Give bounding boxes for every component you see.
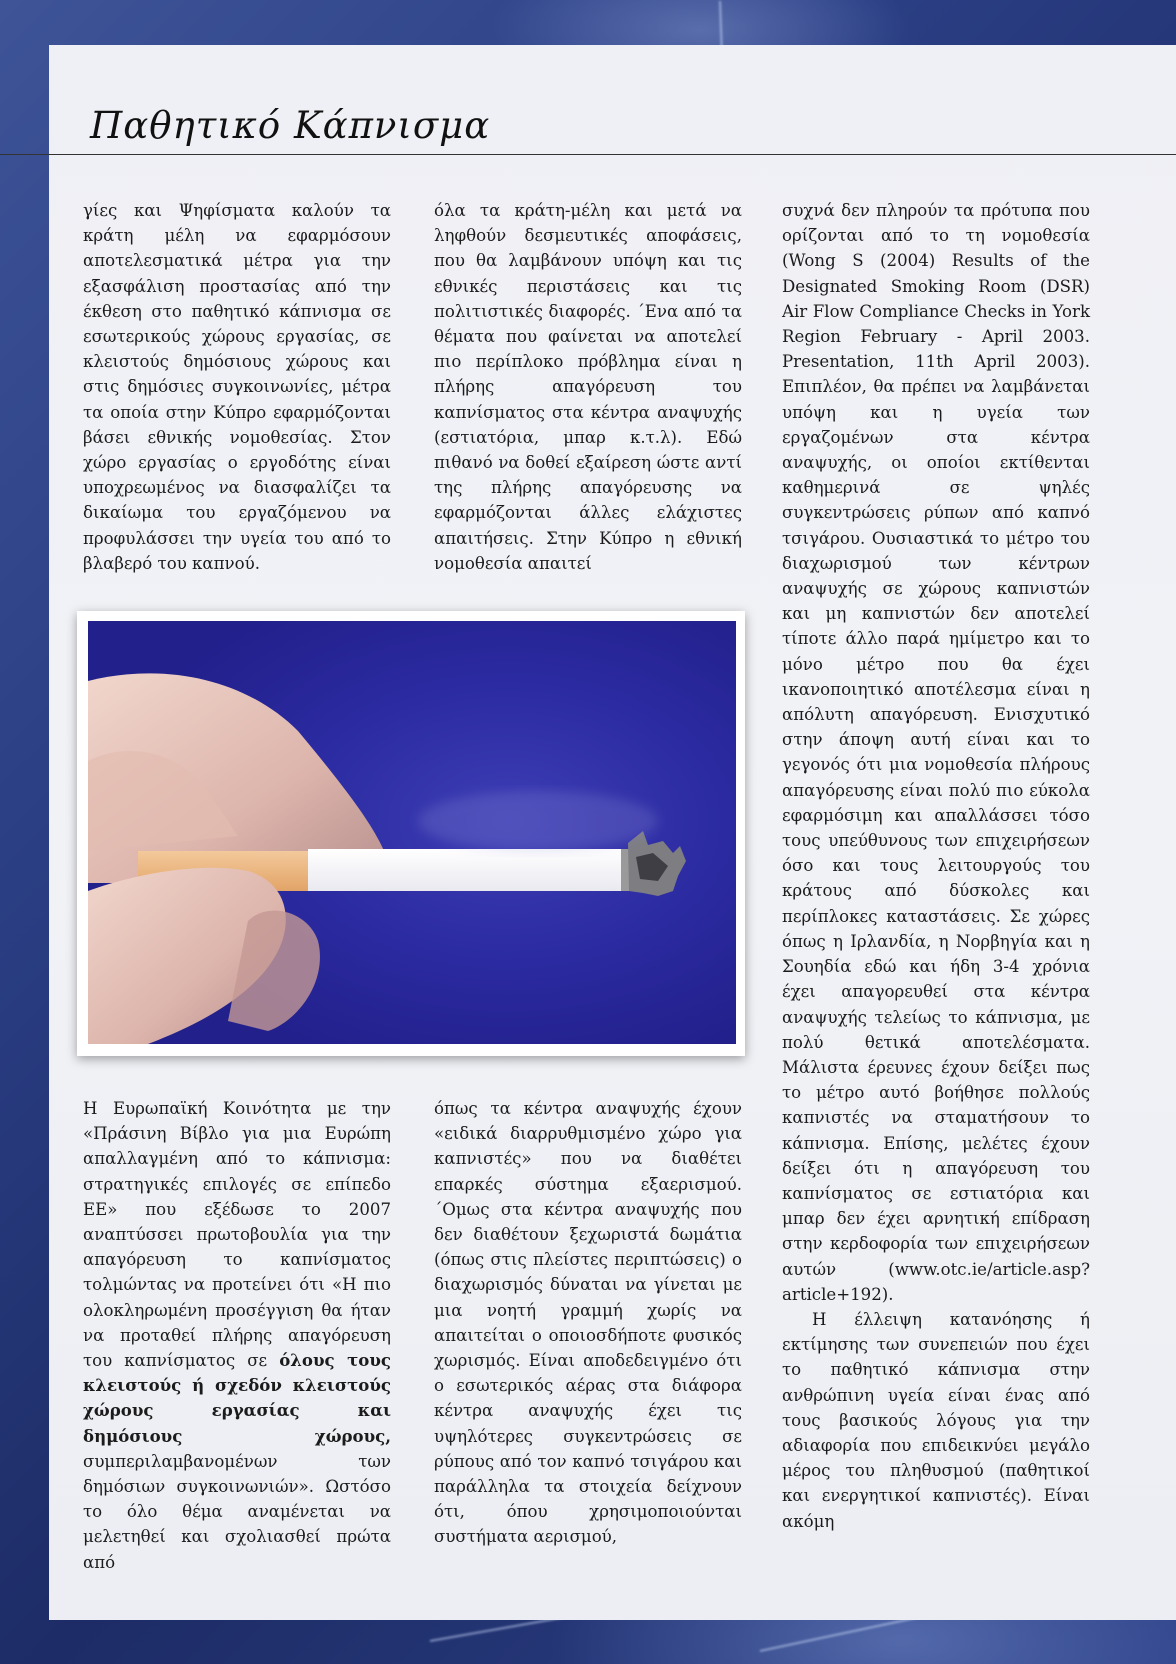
paragraph: όλα τα κράτη-μέλη και μετά να ληφθούν δεσμευτικές αποφάσεις, που θα λαμβάνουν υπόψη και τις εθνικές περιστάσεις και τις πολιτιστικές διαφορές. ΄Ενα από τα θέματα που φαίνεται να αποτελεί πιο περίπλοκο πρόβλημα είναι η πλήρης απαγόρευση του καπνίσματος στα κέντρα αναψυχής (εστιατόρια, μπαρ κ.τ.λ). Εδώ πιθανό να δοθεί εξαίρεση ώστε αντί της πλήρης απαγόρευσης να εφαρμόζονται άλλες ελάχιστες απαιτήσεις. Στην Κύπρο η εθνική νομοθεσία απαιτεί [434,201,742,573]
paragraph: όπως τα κέντρα αναψυχής έχουν «ειδικά διαρρυθμισμένο χώρο για καπνιστές» που να διαθέτει επαρκές σύστημα εξαερισμού. ΄Ομως στα κέντρα αναψυχής που δεν διαθέτουν ξεχωριστά δωμάτια (όπως στις πλείστες περιπτώσεις) ο διαχωρισμός δύναται να γίνεται με μια νοητή γραμμή χωρίς να απαιτείται ο οποιοσδήποτε φυσικός χωρισμός. Είναι αποδεδειγμένο ότι ο εσωτερικός αέρας στα διάφορα κέντρα αναψυχής έχει τις υψηλότερες συγκεντρώσεις σε ρύπους από τον καπνό τσιγάρου και παράλληλα τα στοιχεία δείχνουν ότι, όπου χρησιμοποιούνται συστήματα αερισμού, [434,1099,742,1547]
paragraph: συχνά δεν πληρούν τα πρότυπα που ορίζονται από το τη νομοθεσία (Wong S (2004) Results of the Designated Smoking Room (DSR) Air Flow Compliance Checks in York Region February - April 2003. Presentation, 11th April 2003). Επιπλέον, θα πρέπει να λαμβάνεται υπόψη και η υγεία των εργαζομένων στα κέντρα αναψυχής, οι οποίοι εκτίθενται καθημερινά σε ψηλές συγκεντρώσεις ρύπων από καπνό τσιγάρου. Ουσιαστικά το μέτρο του διαχωρισμού των κέντρων αναψυχής σε χώρους καπνιστών και μη καπνιστών δεν αποτελεί τίποτε άλλο παρά ημίμετρο και το μόνο μέτρο που θα έχει ικανοποιητικό αποτέλεσμα είναι η απόλυτη απαγόρευση. Ενισχυτικό στην άποψη αυτή είναι και το γεγονός ότι μια νομοθεσία πλήρους απαγόρευσης είναι πολύ πιο εύκολα εφαρμόσιμη και απαλλάσσει τόσο τους υπεύθυνους των επιχειρήσεων όσο και τους λειτουργούς του κράτους από δύσκολες και περίπλοκες καταστάσεις. Σε χώρες όπως η Ιρλανδία, η Νορβηγία και η Σουηδία εδώ και ήδη 3-4 χρόνια έχει απαγορευθεί στα κέντρα αναψυχής τελείως το κάπνισμα, με πολύ θετικά αποτελέσματα. Μάλιστα έρευνες έχουν δείξει πως το μέτρο αυτό βοήθησε πολλούς καπνιστές να σταματήσουν το κάπνισμα. Επίσης, μελέτες έχουν δείξει ότι η απαγόρευση του καπνίσματος σε εστιατόρια και μπαρ δεν έχει αρνητική επίδραση στην κερδοφορία των επιχειρήσεων αυτών (www.otc.ie/article.asp?article+192). [782,201,1090,1304]
column-2-top-text [434,198,742,576]
paragraph: Η έλλειψη κατανόησης ή εκτίμησης των συνεπειών που έχει το παθητικό κάπνισμα στην ανθρώπινη υγεία είναι ένας από τους βασικούς λόγους για την αδιαφορία που επιδεικνύει μεγάλο μέρος του πληθυσμού (παθητικοί και ενεργητικοί καπνιστές). Είναι ακόμη [782,1309,1090,1531]
cigarette-photo [88,621,736,1044]
title-divider [0,154,1176,155]
column-3-text [782,198,1090,1534]
hand-holding-cigarette-illustration [88,621,736,1044]
column-1-bottom-text [83,1096,391,1575]
column-1-top-text [83,198,391,576]
text-run: συμπεριλαμβανομένων των δημόσιων συγκοινωνιών». Ωστόσο το όλο θέμα αναμένεται να μελετηθεί και σχολιασθεί πρώτα από [83,1451,391,1572]
paragraph: γίες και Ψηφίσματα καλούν τα κράτη μέλη να εφαρμόσουν αποτελεσματικά μέτρα για την εξασφάλιση προστασίας από την έκθεση στο παθητικό κάπνισμα σε εσωτερικούς χώρους εργασίας, σε κλειστούς δημόσιους χώρους και στις δημόσιες συγκοινωνίες, μέτρα τα οποία στην Κύπρο εφαρμόζονται βάσει εθνικής νομοθεσίας. Στον χώρο εργασίας ο εργοδότης είναι υποχρεωμένος να διασφαλίζει τα δικαίωμα του εργαζόμενου να προφυλάσσει την υγεία του από το βλαβερό του καπνού. [83,201,391,573]
column-2-bottom-text [434,1096,742,1550]
cigarette-photo-frame [77,611,745,1056]
emphasized-text: όλους τους κλειστούς ή σχεδόν κλειστούς χώρους εργασίας και δημόσιους χώρους, [83,1350,391,1446]
page-title: Παθητικό Κάπνισμα [90,104,491,147]
paragraph [83,1096,391,1575]
text-run: Η Ευρωπαϊκή Κοινότητα με την «Πράσινη Βίβλο για μια Ευρώπη απαλλαγμένη από το κάπνισμα: στρατηγικές επιλογές σε επίπεδο ΕΕ» που εξέδωσε το 2007 αναπτύσσει πρωτοβουλία για την απαγόρευση το καπνίσματος τολμώντας να προτείνει ότι «Η πιο ολοκληρωμένη προσέγγιση θα ήταν να προταθεί πλήρης απαγόρευση του καπνίσματος σε [83,1099,391,1371]
